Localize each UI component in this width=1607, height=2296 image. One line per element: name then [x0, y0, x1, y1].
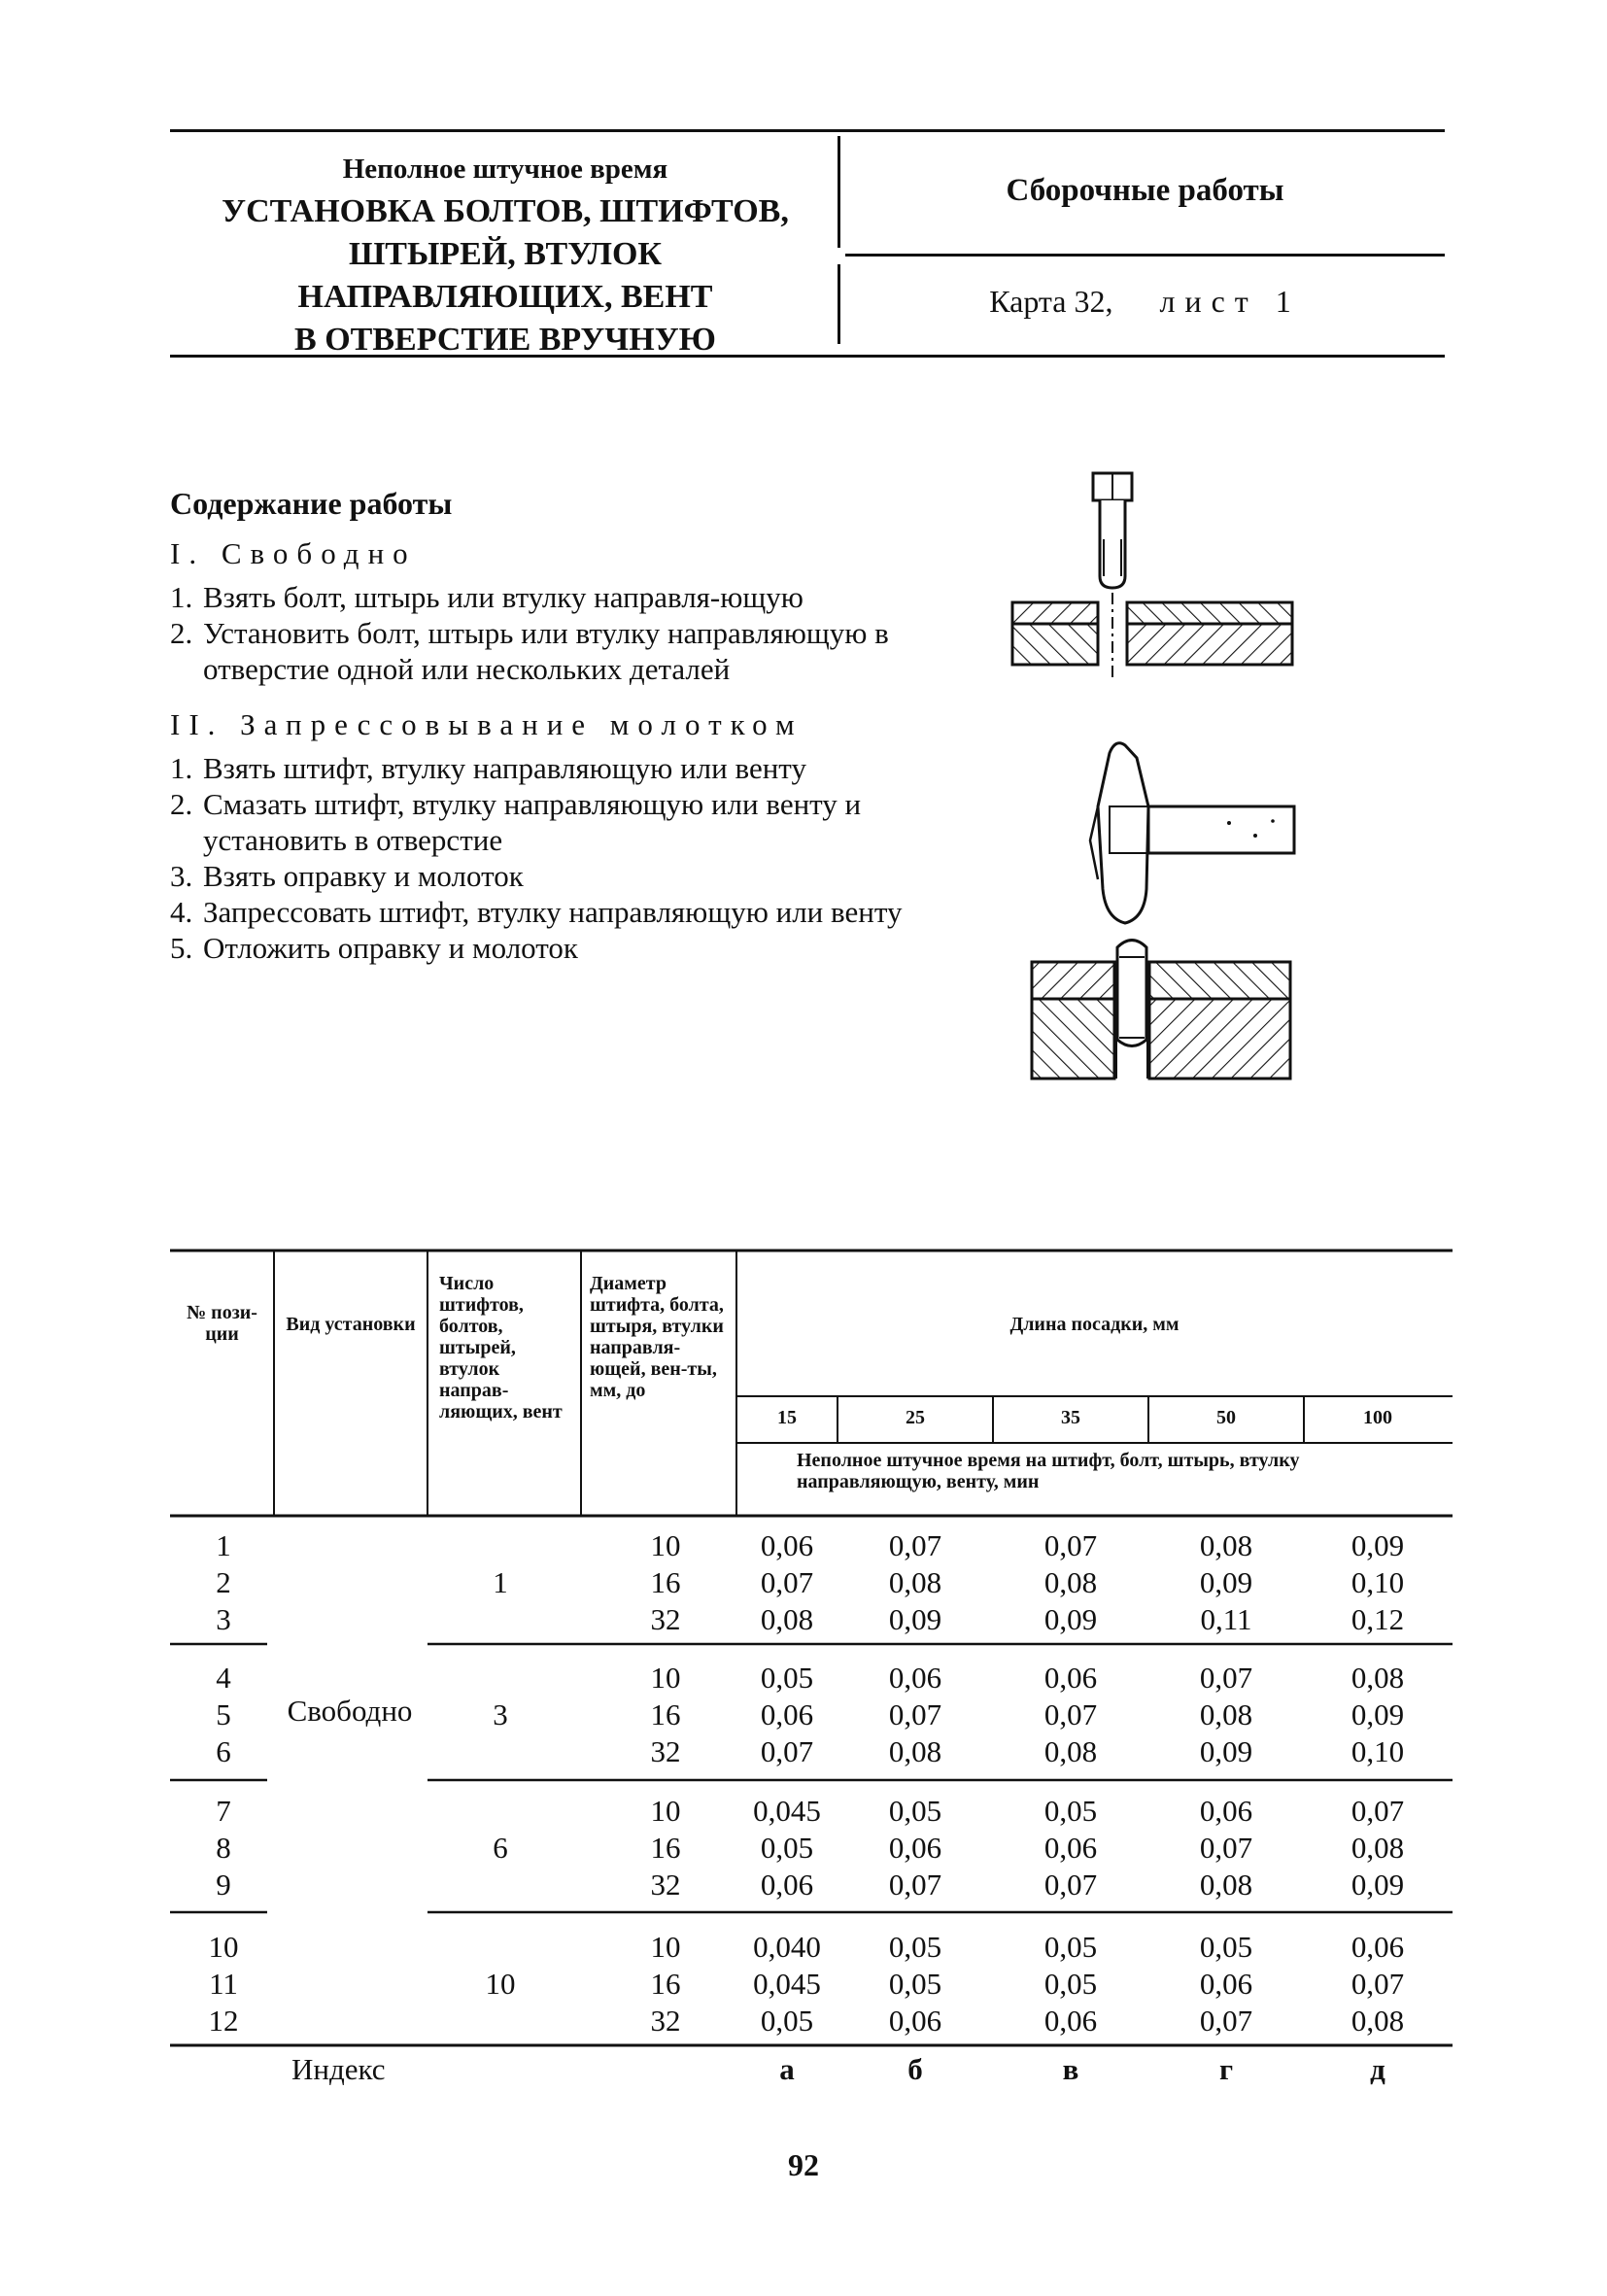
- time-cell: 0,045: [753, 1967, 821, 2001]
- count-cell: 10: [485, 1967, 516, 2001]
- length-header-cell: 25: [906, 1407, 925, 1428]
- position-cell: 3: [216, 1602, 231, 1636]
- diameter-cell: 32: [650, 1602, 681, 1636]
- time-cell: 0,08: [1351, 2004, 1405, 2038]
- installation-kind-value: Свободно: [287, 1694, 413, 1728]
- work-content-heading: Содержание работы: [170, 486, 453, 521]
- list-item-text: Взять болт, штырь или втулку направля-ющую: [203, 580, 804, 614]
- time-cell: 0,045: [753, 1794, 821, 1828]
- diameter-cell: 16: [650, 1565, 681, 1599]
- diameter-cell: 10: [650, 1794, 681, 1828]
- length-header-cell: 50: [1216, 1407, 1236, 1428]
- time-cell: 0,07: [1199, 1661, 1253, 1695]
- count-cell: 1: [493, 1565, 508, 1599]
- position-cell: 6: [216, 1734, 231, 1768]
- time-cell: 0,08: [760, 1602, 814, 1636]
- list-item-number: 4.: [170, 895, 193, 929]
- time-cell: 0,06: [888, 1831, 942, 1865]
- list-item-text: Взять штифт, втулку направляющую или венту: [203, 751, 806, 785]
- time-cell: 0,08: [1199, 1868, 1253, 1902]
- time-cell: 0,07: [1043, 1528, 1098, 1562]
- position-cell: 10: [208, 1930, 239, 1964]
- list-item-text: Смазать штифт, втулку направляющую или венту и установить в отверстие: [203, 787, 862, 857]
- time-cell: 0,09: [1351, 1697, 1405, 1731]
- list-item-number: 1.: [170, 751, 193, 785]
- time-cell: 0,10: [1351, 1565, 1405, 1599]
- list-item-number: 1.: [170, 580, 193, 614]
- list-item-number: 2.: [170, 616, 193, 650]
- time-cell: 0,09: [1043, 1602, 1098, 1636]
- position-cell: 7: [216, 1794, 231, 1828]
- sheet-number: лист 1: [1159, 284, 1301, 319]
- diameter-cell: 10: [650, 1528, 681, 1562]
- time-cell: 0,06: [760, 1697, 814, 1731]
- time-cell: 0,07: [1199, 2004, 1253, 2038]
- time-cell: 0,05: [1043, 1930, 1098, 1964]
- time-cell: 0,05: [888, 1967, 942, 2001]
- time-cell: 0,08: [888, 1734, 942, 1768]
- diameter-cell: 32: [650, 1868, 681, 1902]
- index-letter: а: [779, 2052, 795, 2086]
- time-cell: 0,07: [1351, 1794, 1405, 1828]
- time-cell: 0,07: [888, 1528, 942, 1562]
- position-cell: 12: [208, 2004, 239, 2038]
- index-label: Индекс: [291, 2052, 386, 2086]
- time-cell: 0,06: [888, 2004, 942, 2038]
- time-cell: 0,06: [760, 1868, 814, 1902]
- list-item-number: 5.: [170, 931, 193, 965]
- section-free-title: I. Свободно: [170, 536, 417, 570]
- time-cell: 0,08: [888, 1565, 942, 1599]
- time-cell: 0,09: [1351, 1868, 1405, 1902]
- time-cell: 0,07: [1199, 1831, 1253, 1865]
- col-header-diameter: Диаметр штифта, болта, штыря, втулки направля-ющей, вен-ты, мм, до: [590, 1273, 724, 1401]
- position-cell: 9: [216, 1868, 231, 1902]
- length-header-cell: 35: [1061, 1407, 1080, 1428]
- diameter-cell: 10: [650, 1930, 681, 1964]
- col-header-position: № пози-ции: [187, 1302, 257, 1345]
- card-title-line-4: В ОТВЕРСТИЕ ВРУЧНУЮ: [294, 322, 716, 358]
- list-item-text: Отложить оправку и молоток: [203, 931, 578, 965]
- diameter-cell: 16: [650, 1697, 681, 1731]
- time-cell: 0,09: [888, 1602, 942, 1636]
- time-cell: 0,09: [1351, 1528, 1405, 1562]
- list-item-text: Запрессовать штифт, втулку направляющую или венту: [203, 895, 903, 929]
- time-cell: 0,05: [1043, 1967, 1098, 2001]
- time-cell: 0,05: [1043, 1794, 1098, 1828]
- time-cell: 0,07: [1043, 1868, 1098, 1902]
- index-letter: б: [907, 2052, 923, 2086]
- list-item-number: 2.: [170, 787, 193, 821]
- position-cell: 2: [216, 1565, 231, 1599]
- time-cell: 0,09: [1199, 1734, 1253, 1768]
- card-subtitle: Неполное штучное время: [342, 154, 668, 185]
- index-letter: д: [1370, 2052, 1385, 2086]
- time-cell: 0,07: [888, 1868, 942, 1902]
- time-cell: 0,06: [1351, 1930, 1405, 1964]
- length-header-cell: 100: [1363, 1407, 1392, 1428]
- card-title-line-3: НАПРАВЛЯЮЩИХ, ВЕНТ: [297, 279, 713, 315]
- diameter-cell: 16: [650, 1831, 681, 1865]
- time-caption: Неполное штучное время на штифт, болт, штырь, втулку направляющую, венту, мин: [797, 1450, 1300, 1492]
- time-cell: 0,07: [1351, 1967, 1405, 2001]
- time-cell: 0,06: [1043, 1661, 1098, 1695]
- time-cell: 0,06: [1043, 2004, 1098, 2038]
- time-cell: 0,05: [1199, 1930, 1253, 1964]
- time-cell: 0,08: [1351, 1661, 1405, 1695]
- time-cell: 0,11: [1200, 1602, 1252, 1636]
- time-cell: 0,05: [888, 1794, 942, 1828]
- time-cell: 0,040: [753, 1930, 821, 1964]
- col-header-length: Длина посадки, мм: [1009, 1314, 1180, 1335]
- time-cell: 0,07: [888, 1697, 942, 1731]
- time-cell: 0,10: [1351, 1734, 1405, 1768]
- time-cell: 0,08: [1043, 1734, 1098, 1768]
- time-cell: 0,08: [1043, 1565, 1098, 1599]
- work-category: Сборочные работы: [1006, 173, 1284, 208]
- time-cell: 0,09: [1199, 1565, 1253, 1599]
- section-press-title: II. Запрессовывание молотком: [170, 707, 804, 741]
- list-item-text: Взять оправку и молоток: [203, 859, 524, 893]
- time-cell: 0,08: [1199, 1528, 1253, 1562]
- col-header-kind: Вид установки: [286, 1314, 416, 1335]
- time-cell: 0,06: [1043, 1831, 1098, 1865]
- diameter-cell: 10: [650, 1661, 681, 1695]
- page-number: 92: [788, 2147, 819, 2182]
- time-cell: 0,06: [888, 1661, 942, 1695]
- length-header-cell: 15: [777, 1407, 797, 1428]
- time-cell: 0,06: [1199, 1794, 1253, 1828]
- time-cell: 0,08: [1199, 1697, 1253, 1731]
- time-cell: 0,05: [888, 1930, 942, 1964]
- time-cell: 0,05: [760, 1661, 814, 1695]
- time-cell: 0,05: [760, 1831, 814, 1865]
- time-cell: 0,08: [1351, 1831, 1405, 1865]
- diameter-cell: 32: [650, 2004, 681, 2038]
- time-cell: 0,07: [760, 1565, 814, 1599]
- diameter-cell: 32: [650, 1734, 681, 1768]
- count-cell: 3: [493, 1697, 508, 1731]
- col-header-count: Число штифтов, болтов, штырей, втулок направ-ляющих, вент: [439, 1273, 563, 1422]
- card-title-line-1: УСТАНОВКА БОЛТОВ, ШТИФТОВ,: [222, 193, 789, 229]
- position-cell: 5: [216, 1697, 231, 1731]
- count-cell: 6: [493, 1831, 508, 1865]
- card-number: Карта 32,: [989, 284, 1113, 319]
- time-cell: 0,06: [1199, 1967, 1253, 2001]
- position-cell: 11: [209, 1967, 238, 2001]
- time-cell: 0,05: [760, 2004, 814, 2038]
- time-cell: 0,07: [1043, 1697, 1098, 1731]
- diameter-cell: 16: [650, 1967, 681, 2001]
- list-item-text: Установить болт, штырь или втулку направляющую в отверстие одной или нескольких деталей: [203, 616, 889, 686]
- list-item-number: 3.: [170, 859, 193, 893]
- time-cell: 0,07: [760, 1734, 814, 1768]
- position-cell: 1: [216, 1528, 231, 1562]
- position-cell: 8: [216, 1831, 231, 1865]
- card-title-line-2: ШТЫРЕЙ, ВТУЛОК: [348, 236, 663, 272]
- index-letter: в: [1062, 2052, 1079, 2086]
- time-cell: 0,06: [760, 1528, 814, 1562]
- position-cell: 4: [216, 1661, 231, 1695]
- index-letter: г: [1218, 2052, 1234, 2086]
- time-cell: 0,12: [1351, 1602, 1405, 1636]
